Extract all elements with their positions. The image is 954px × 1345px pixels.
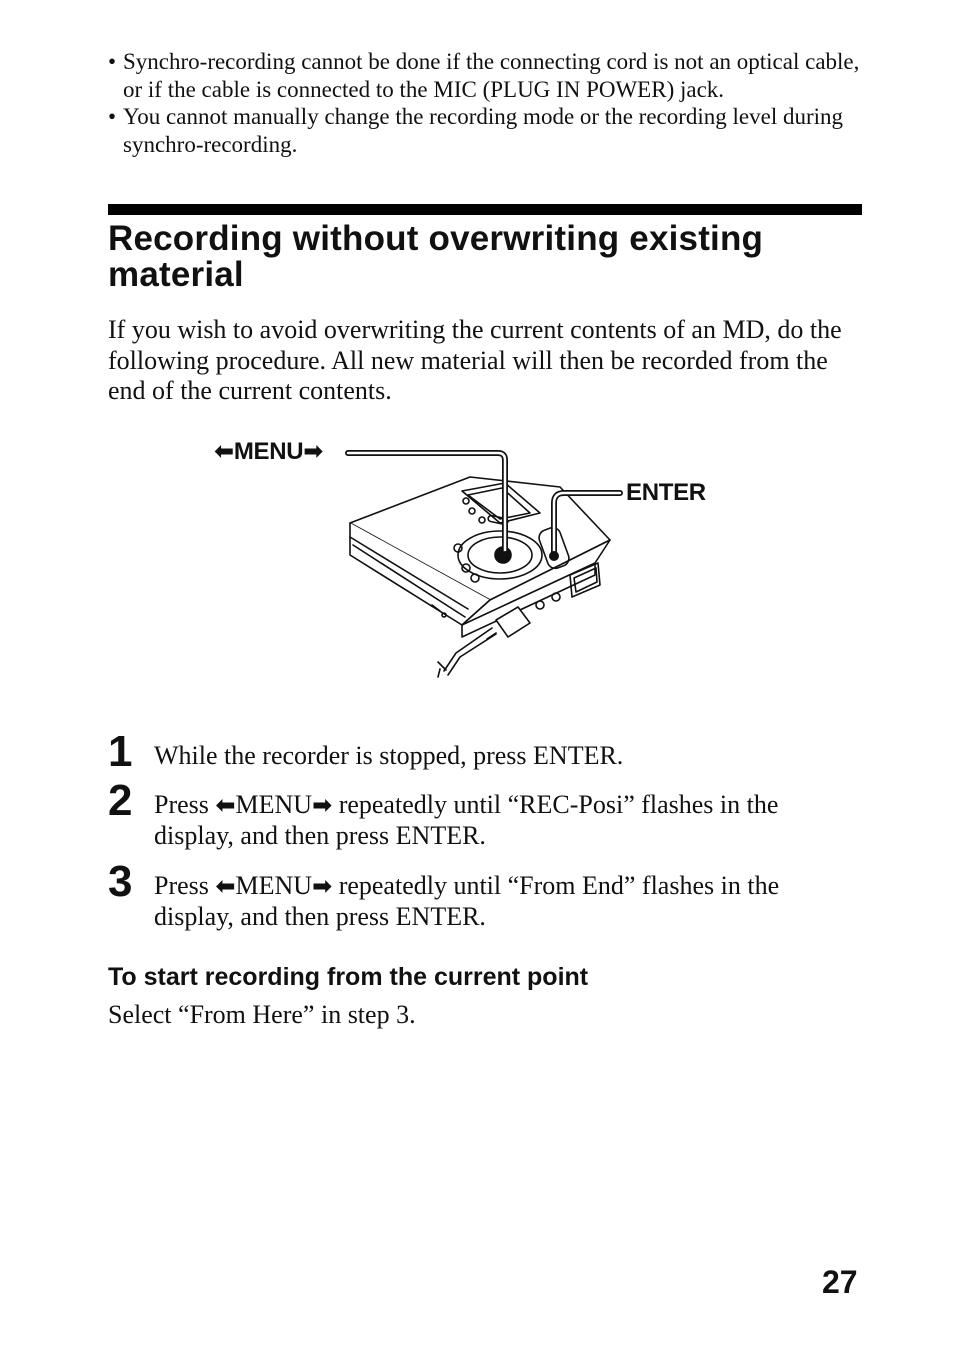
- menu-callout: [214, 438, 323, 466]
- subsection-title: To start recording from the current point: [108, 963, 589, 991]
- step-text-post: repeatedly until “From End” flashes in the display, and then press ENTER.: [154, 871, 780, 931]
- menu-pointer-dot: [500, 551, 510, 561]
- subsection-text: Select “From Here” in step 3.: [108, 1000, 416, 1029]
- bullet: •: [108, 49, 117, 74]
- menu-button-name: MENU: [235, 790, 313, 819]
- arrow-left-icon: ⬅: [215, 791, 236, 819]
- section-rule: [108, 204, 862, 215]
- notes-list: [108, 48, 868, 158]
- step-text: [154, 871, 864, 932]
- intro-paragraph: If you wish to avoid overwriting the current contents of an MD, do the following procedure. All new material will then be recorded from the end of the current contents.: [108, 315, 842, 405]
- enter-callout: ENTER: [626, 479, 706, 506]
- step-text-pre: Press: [154, 871, 216, 900]
- arrow-left-icon: ⬅: [214, 438, 234, 465]
- section-title: Recording without overwriting existing material: [108, 219, 764, 294]
- bullet: •: [108, 104, 117, 129]
- note-text: You cannot manually change the recording mode or the recording level during synchro-recording.: [123, 104, 844, 157]
- note-item: [108, 48, 868, 103]
- menu-label: MENU: [233, 438, 304, 465]
- note-item: [108, 103, 868, 158]
- step-text-main: While the recorder is stopped, press ENTER.: [154, 741, 624, 770]
- step-number: 1: [108, 727, 133, 776]
- enter-pointer-dot: [549, 551, 559, 561]
- note-text: Synchro-recording cannot be done if the connecting cord is not an optical cable, or if the cable is connected to the MIC (PLUG IN POWER) jack.: [123, 49, 860, 102]
- arrow-left-icon: ⬅: [215, 872, 236, 900]
- menu-button-name: MENU: [235, 871, 313, 900]
- arrow-right-icon: ➡: [312, 791, 333, 819]
- step-number: 2: [108, 776, 133, 825]
- page-number: 27: [822, 1264, 858, 1300]
- step-text: [154, 790, 864, 851]
- arrow-right-icon: ➡: [312, 872, 333, 900]
- step-text-pre: Press: [154, 790, 216, 819]
- step-number: 3: [108, 857, 133, 906]
- step-text-post: repeatedly until “REC-Posi” flashes in the display, and then press ENTER.: [154, 790, 779, 850]
- recorder-illustration: [200, 425, 720, 695]
- step-text: [154, 741, 864, 772]
- arrow-right-icon: ➡: [303, 438, 324, 465]
